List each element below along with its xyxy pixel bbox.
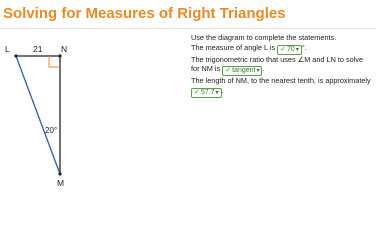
instructions: Use the diagram to complete the statements. (191, 33, 337, 42)
statement-3 (191, 76, 373, 98)
side-LM (16, 56, 60, 174)
length-NM-dropdown[interactable] (191, 88, 222, 98)
triangle-diagram (0, 30, 185, 210)
check-icon: ✓ (194, 89, 200, 97)
chevron-down-icon: ▾ (215, 90, 219, 97)
angle-M-label: 20° (45, 126, 58, 135)
statements-panel (191, 33, 373, 98)
statement-2-text: The trigonometric ratio that uses ∠M and LN to solve for NM is (191, 54, 364, 74)
statement-2 (191, 55, 373, 77)
trig-ratio-dropdown[interactable] (222, 64, 265, 76)
vertex-M-dot (58, 172, 61, 175)
chevron-down-icon: ▾ (295, 46, 299, 53)
header (0, 0, 376, 28)
angle-L-dropdown[interactable] (277, 45, 302, 55)
statement-1-text: The measure of angle L is (191, 42, 276, 52)
check-icon: ✓ (280, 45, 287, 53)
vertex-L-dot (14, 54, 17, 57)
statement-1 (191, 43, 373, 55)
angle-L-value: 70 (287, 45, 295, 53)
side-LN-label: 21 (33, 44, 43, 54)
statement-1-suffix: °. (301, 42, 307, 52)
statement-3-suffix: . (221, 86, 224, 96)
statement-2-suffix: . (262, 64, 265, 74)
vertex-N-dot (58, 54, 61, 57)
header-divider (0, 28, 376, 29)
vertex-N-label: N (61, 44, 68, 54)
length-NM-value: 57.7 (200, 89, 215, 97)
vertex-L-label: L (5, 44, 10, 54)
chevron-down-icon: ▾ (256, 68, 260, 75)
trig-ratio-value: tangent (232, 67, 256, 75)
check-icon: ✓ (225, 67, 232, 75)
statement-3-text: The length of NM, to the nearest tenth, is approximately (191, 76, 371, 86)
page-title: Solving for Measures of Right Triangles (3, 5, 286, 22)
right-angle-marker (49, 56, 60, 67)
vertex-M-label: M (57, 178, 65, 188)
